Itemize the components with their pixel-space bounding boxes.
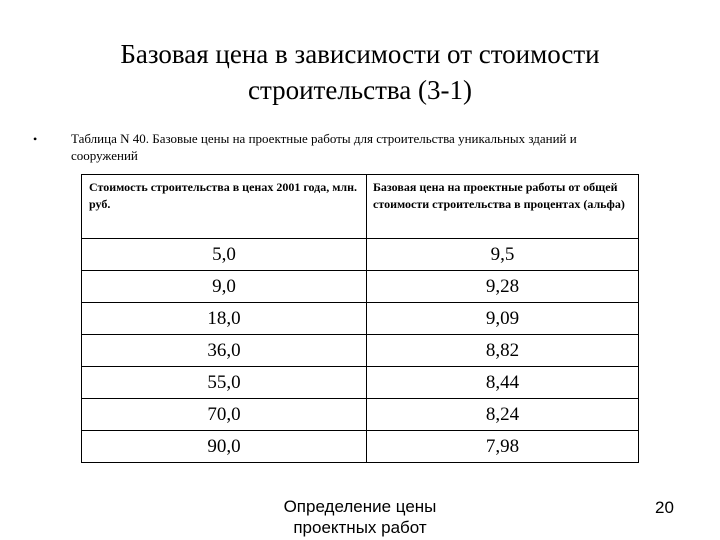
price-table-container: [81, 174, 639, 463]
bullet-marker: •: [33, 132, 38, 146]
cell-construction-cost: 90,0: [82, 431, 367, 463]
table-header-row: [82, 175, 639, 239]
header-construction-cost: Стоимость строительства в ценах 2001 года, млн. руб.: [82, 175, 367, 239]
table-row: [82, 399, 639, 431]
cell-base-price-percent: 9,09: [367, 303, 639, 335]
page-number: 20: [655, 498, 674, 517]
cell-construction-cost: 70,0: [82, 399, 367, 431]
cell-construction-cost: 36,0: [82, 335, 367, 367]
cell-base-price-percent: 7,98: [367, 431, 639, 463]
cell-base-price-percent: 9,5: [367, 239, 639, 271]
table-row: [82, 303, 639, 335]
cell-base-price-percent: 9,28: [367, 271, 639, 303]
footer-title: Определение цены проектных работ: [283, 497, 437, 537]
table-row: [82, 271, 639, 303]
cell-construction-cost: 18,0: [82, 303, 367, 335]
table-row: [82, 239, 639, 271]
table-row: [82, 431, 639, 463]
header-base-price-percent: Базовая цена на проектные работы от общей стоимости строительства в процентах (альфа): [367, 175, 639, 239]
price-table: [81, 174, 639, 463]
table-row: [82, 367, 639, 399]
cell-construction-cost: 5,0: [82, 239, 367, 271]
slide-title: Базовая цена в зависимости от стоимости строительства (3-1): [120, 39, 600, 105]
cell-base-price-percent: 8,24: [367, 399, 639, 431]
cell-base-price-percent: 8,82: [367, 335, 639, 367]
cell-construction-cost: 55,0: [82, 367, 367, 399]
cell-construction-cost: 9,0: [82, 271, 367, 303]
cell-base-price-percent: 8,44: [367, 367, 639, 399]
table-caption: Таблица N 40. Базовые цены на проектные работы для строительства уникальных зданий и сооружений: [71, 131, 577, 163]
table-row: [82, 335, 639, 367]
